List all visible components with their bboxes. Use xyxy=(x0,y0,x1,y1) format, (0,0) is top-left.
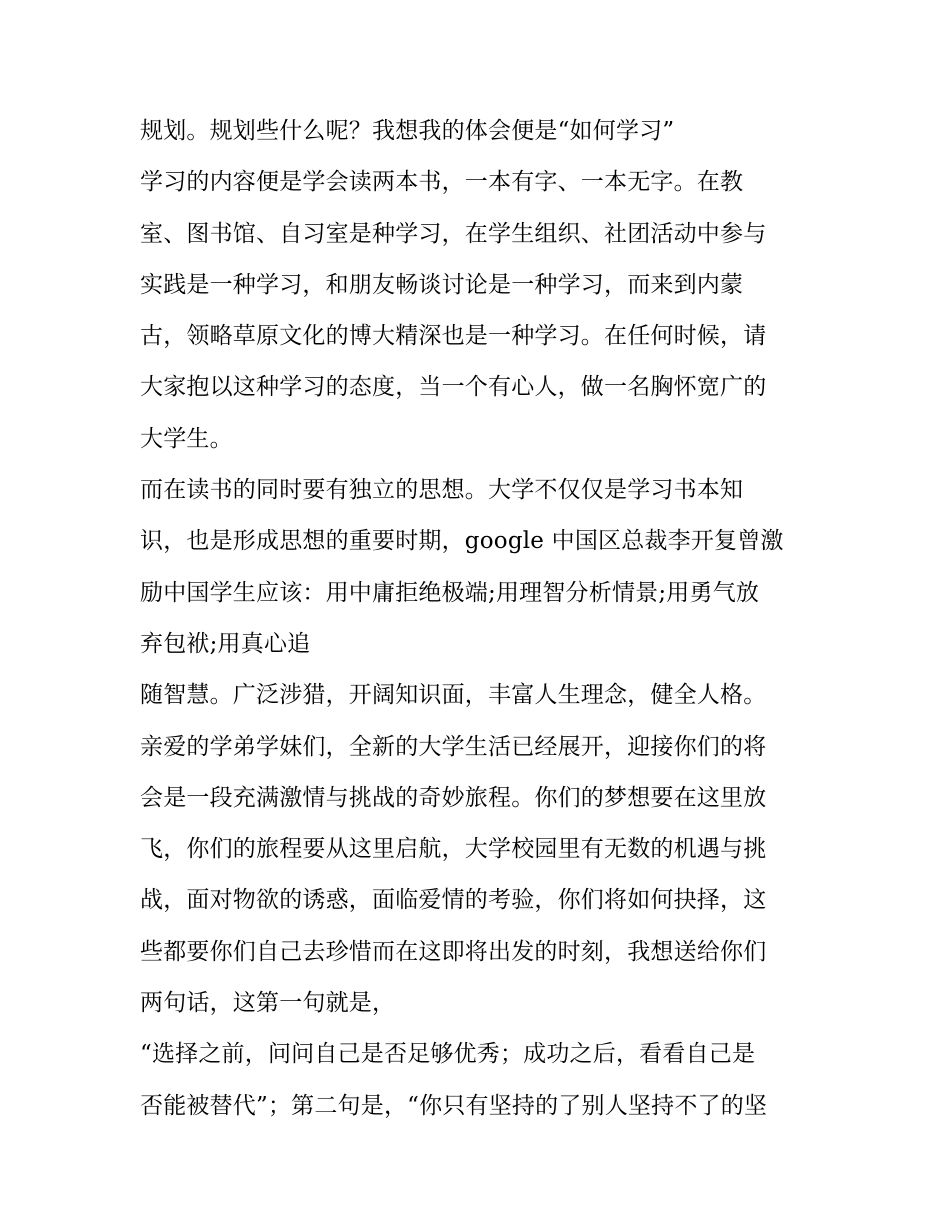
text-line: 弃包袱;用真心追 xyxy=(140,630,311,657)
text-line: 励中国学生应该：用中庸拒绝极端;用理智分析情景;用勇气放 xyxy=(140,579,760,606)
text-line: 识，也是形成思想的重要时期，google 中国区总裁李开复曾激 xyxy=(140,528,784,555)
text-line: 战，面对物欲的诱惑，面临爱情的考验，你们将如何抉择，这 xyxy=(140,887,767,914)
text-line: 室、图书馆、自习室是种学习，在学生组织、社团活动中参与 xyxy=(140,220,767,247)
text-line: 些都要你们自己去珍惜而在这即将出发的时刻，我想送给你们 xyxy=(140,938,767,965)
text-line: 会是一段充满激情与挑战的奇妙旅程。你们的梦想要在这里放 xyxy=(140,784,767,811)
text-line: 而在读书的同时要有独立的思想。大学不仅仅是学习书本知 xyxy=(140,477,744,504)
text-line: 飞，你们的旅程要从这里启航，大学校园里有无数的机遇与挑 xyxy=(140,836,767,863)
text-line: 大家抱以这种学习的态度，当一个有心人，做一名胸怀宽广的 xyxy=(140,374,767,401)
text-line: 两句话，这第一句就是， xyxy=(140,990,396,1017)
text-line: 否能被替代”；第二句是，“你只有坚持的了别人坚持不了的坚 xyxy=(140,1092,768,1119)
document-body xyxy=(140,106,820,1132)
text-line: 随智慧。广泛涉猎，开阔知识面，丰富人生理念，健全人格。 xyxy=(140,682,767,709)
text-line: 大学生。 xyxy=(140,425,233,452)
text-line: 亲爱的学弟学妹们，全新的大学生活已经展开，迎接你们的将 xyxy=(140,733,767,760)
text-line: “选择之前，问问自己是否足够优秀；成功之后，看看自己是 xyxy=(140,1041,756,1068)
text-line: 规划。规划些什么呢？我想我的体会便是“如何学习” xyxy=(140,118,675,144)
text-line: 实践是一种学习，和朋友畅谈讨论是一种学习，而来到内蒙 xyxy=(140,271,744,298)
text-line: 古，领略草原文化的博大精深也是一种学习。在任何时候，请 xyxy=(140,323,767,350)
text-line: 学习的内容便是学会读两本书，一本有字、一本无字。在教 xyxy=(140,169,744,196)
